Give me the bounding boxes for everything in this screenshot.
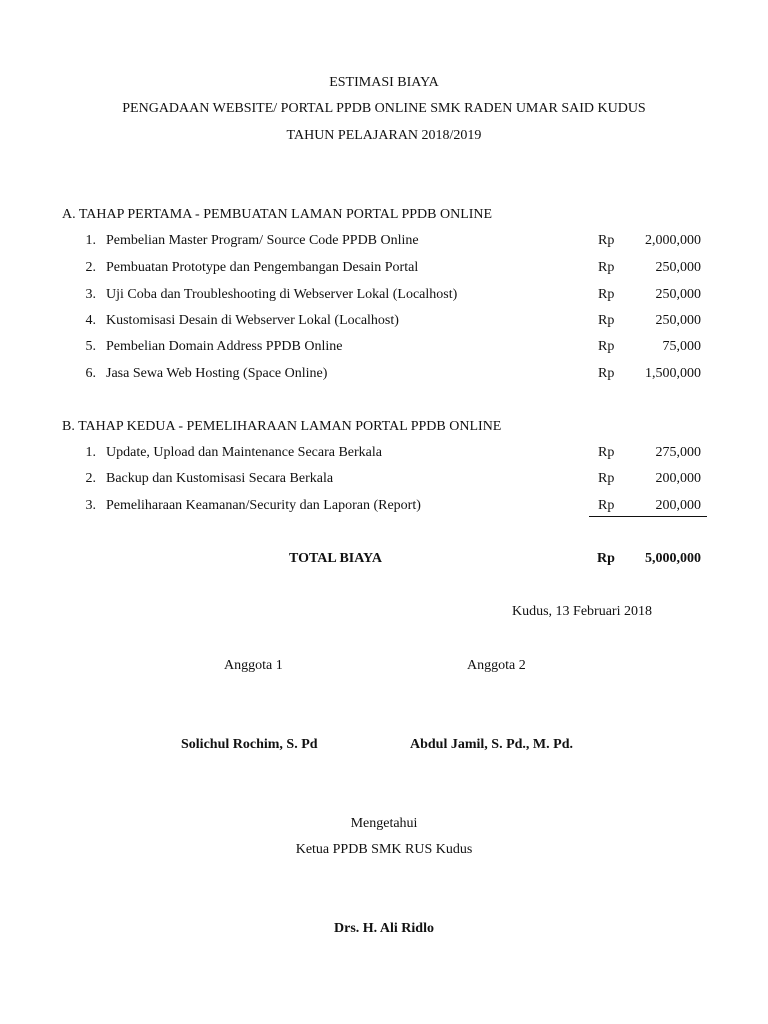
signer-right-role: Anggota 2: [467, 658, 526, 673]
item-number: 3.: [85, 498, 96, 513]
item-description: Pembuatan Prototype dan Pengembangan Desain Portal: [106, 260, 419, 275]
item-number: 1.: [85, 233, 96, 248]
item-amount: 1,500,000: [645, 366, 701, 381]
item-number: 3.: [85, 287, 96, 302]
item-number: 1.: [85, 445, 96, 460]
signer-left-name: Solichul Rochim, S. Pd: [181, 737, 318, 752]
doc-year: TAHUN PELAJARAN 2018/2019: [286, 128, 482, 143]
total-currency: Rp: [597, 551, 615, 566]
item-number: 2.: [85, 471, 96, 486]
signer-right-name: Abdul Jamil, S. Pd., M. Pd.: [410, 737, 573, 752]
item-currency: Rp: [598, 313, 615, 328]
doc-title: ESTIMASI BIAYA: [329, 75, 439, 90]
item-currency: Rp: [598, 471, 615, 486]
item-description: Pembelian Master Program/ Source Code PPDB Online: [106, 233, 419, 248]
item-currency: Rp: [598, 339, 615, 354]
subtotal-rule: [589, 516, 707, 517]
item-currency: Rp: [598, 233, 615, 248]
item-amount: 200,000: [655, 471, 701, 486]
place-date: Kudus, 13 Februari 2018: [512, 604, 652, 619]
item-description: Update, Upload dan Maintenance Secara Berkala: [106, 445, 382, 460]
section-a-title: A. TAHAP PERTAMA - PEMBUATAN LAMAN PORTAL PPDB ONLINE: [62, 207, 493, 222]
item-description: Kustomisasi Desain di Webserver Lokal (Localhost): [106, 313, 399, 328]
item-number: 4.: [85, 313, 96, 328]
item-description: Uji Coba dan Troubleshooting di Webserver Lokal (Localhost): [106, 287, 458, 302]
item-number: 6.: [85, 366, 96, 381]
item-currency: Rp: [598, 287, 615, 302]
item-currency: Rp: [598, 445, 615, 460]
item-number: 2.: [85, 260, 96, 275]
approver-name: Drs. H. Ali Ridlo: [334, 921, 434, 936]
item-description: Backup dan Kustomisasi Secara Berkala: [106, 471, 334, 486]
item-amount: 200,000: [655, 498, 701, 513]
item-currency: Rp: [598, 366, 615, 381]
item-amount: 75,000: [662, 339, 701, 354]
item-amount: 2,000,000: [645, 233, 701, 248]
item-currency: Rp: [598, 498, 615, 513]
doc-subtitle: PENGADAAN WEBSITE/ PORTAL PPDB ONLINE SMK RADEN UMAR SAID KUDUS: [122, 101, 646, 116]
item-description: Pembelian Domain Address PPDB Online: [106, 339, 343, 354]
item-number: 5.: [85, 339, 96, 354]
item-currency: Rp: [598, 260, 615, 275]
signer-left-role: Anggota 1: [224, 658, 283, 673]
approval-label: Mengetahui: [350, 816, 418, 831]
approval-position: Ketua PPDB SMK RUS Kudus: [295, 842, 473, 857]
section-b-title: B. TAHAP KEDUA - PEMELIHARAAN LAMAN PORTAL PPDB ONLINE: [62, 419, 502, 434]
item-description: Jasa Sewa Web Hosting (Space Online): [106, 366, 328, 381]
item-description: Pemeliharaan Keamanan/Security dan Laporan (Report): [106, 498, 421, 513]
item-amount: 250,000: [655, 260, 701, 275]
item-amount: 250,000: [655, 287, 701, 302]
total-amount: 5,000,000: [645, 551, 701, 566]
total-label: TOTAL BIAYA: [289, 551, 382, 566]
item-amount: 275,000: [655, 445, 701, 460]
item-amount: 250,000: [655, 313, 701, 328]
